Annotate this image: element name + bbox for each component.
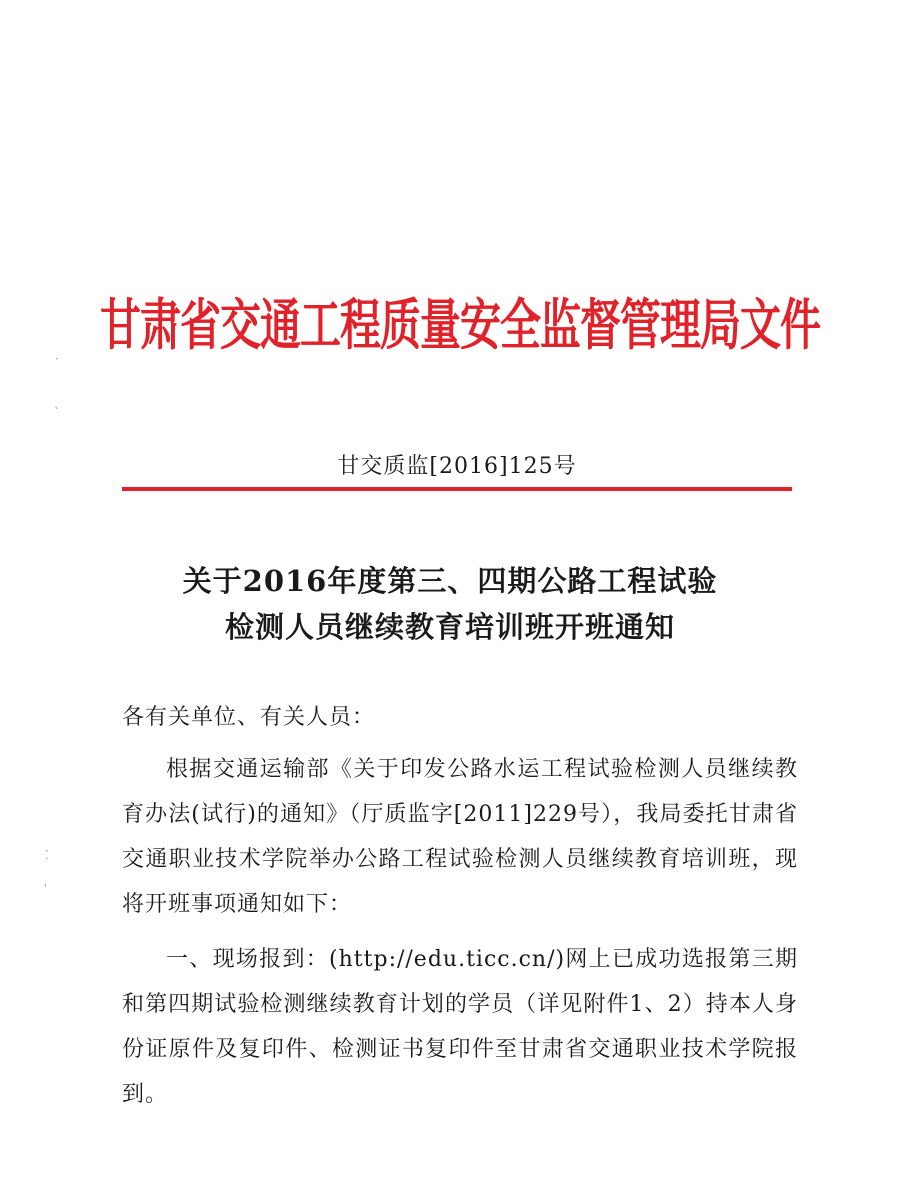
- notice-title: [100, 558, 800, 650]
- body-paragraph-2: 一、现场报到：(http://edu.ticc.cn/)网上已成功选报第三期和第四期试验检测继续教育计划的学员（详见附件1、2）持本人身份证原件及复印件、检测证书复印件至甘肃省交通职业技术学院报到。: [122, 947, 798, 1107]
- body-paragraph-1: 根据交通运输部《关于印发公路水运工程试验检测人员继续教育办法(试行)的通知》（厅质监字[2011]229号），我局委托甘肃省交通职业技术学院举办公路工程试验检测人员继续教育培训班，现将开班事项通知如下：: [122, 757, 798, 917]
- scan-speck: ·: [55, 352, 59, 366]
- scan-speck: ˎ: [54, 395, 60, 409]
- notice-body: [122, 695, 798, 1127]
- document-number: 甘交质监[2016]125号: [337, 454, 577, 479]
- scan-speck: ˈ: [44, 882, 48, 896]
- issuer-header: 甘肃省交通工程质量安全监督管理局文件: [100, 292, 820, 358]
- notice-title-line-2: 检测人员继续教育培训班开班通知: [224, 610, 675, 644]
- salutation: 各有关单位、有关人员：: [122, 705, 376, 730]
- scan-speck: ⁚: [45, 848, 49, 862]
- red-divider-line: [122, 487, 792, 491]
- notice-title-line-1: 关于2016年度第三、四期公路工程试验: [182, 564, 718, 598]
